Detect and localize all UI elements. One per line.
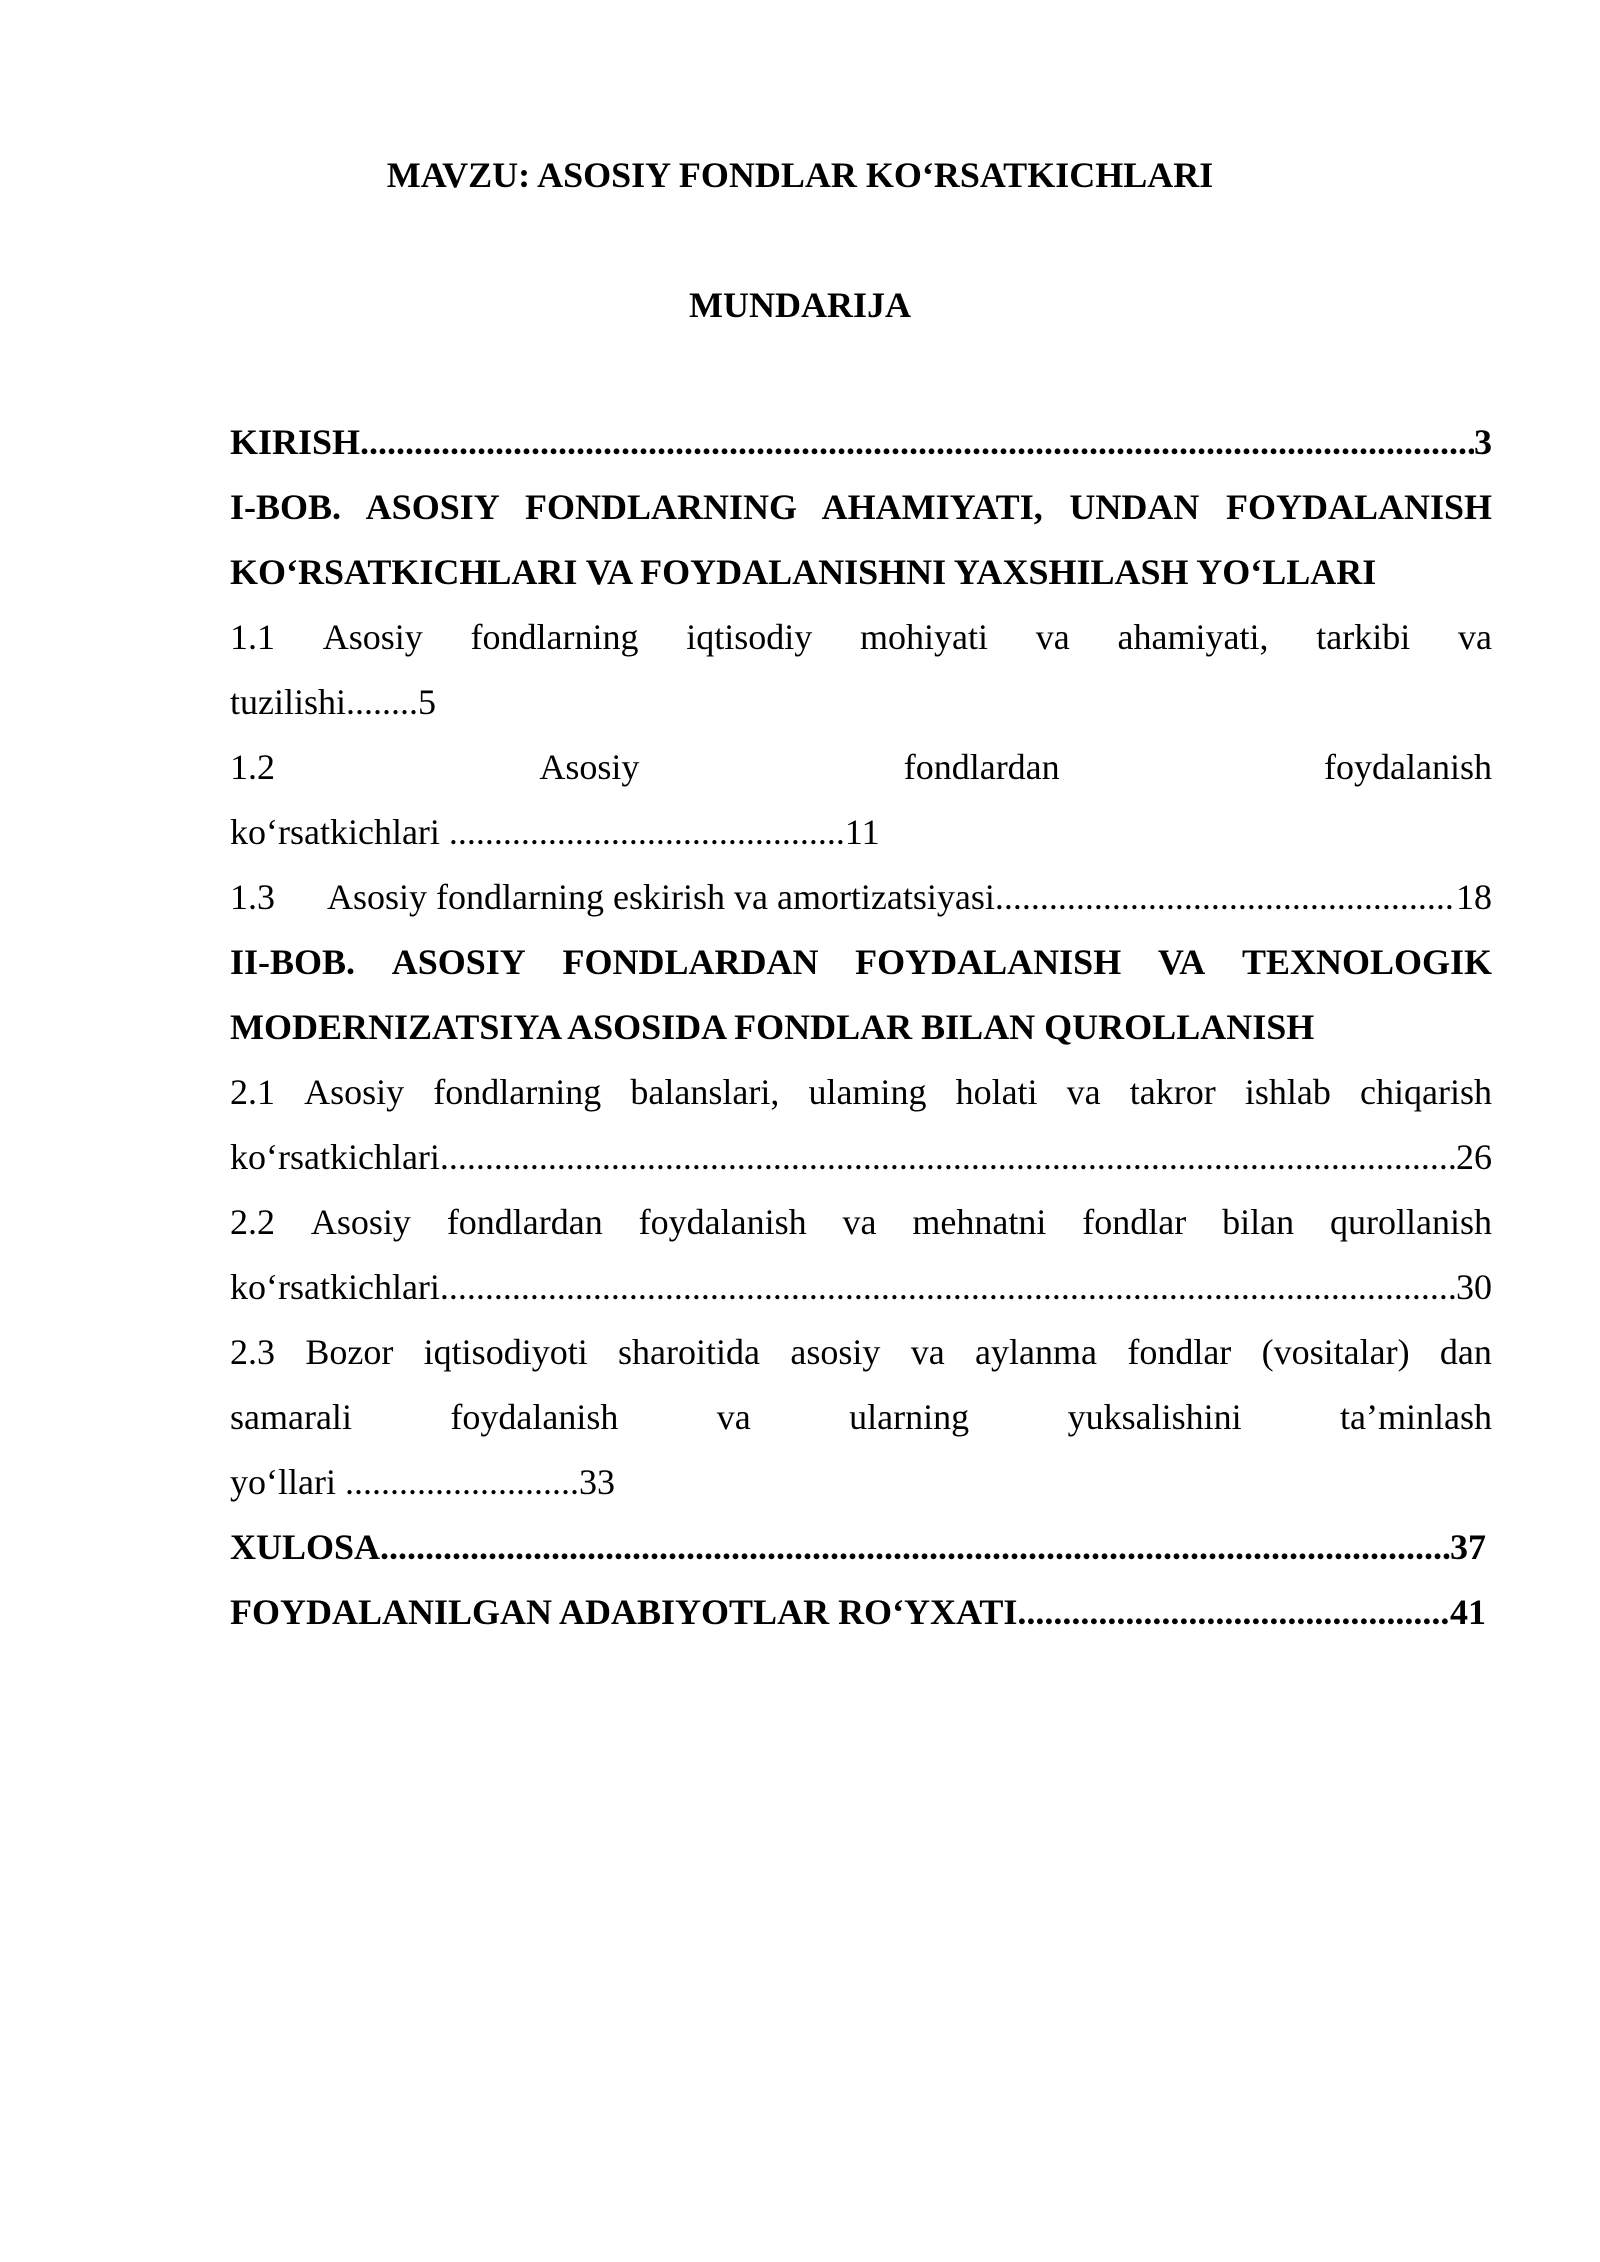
toc-entry-label: XULOSA bbox=[230, 1527, 381, 1567]
toc-page-number: 18 bbox=[1456, 877, 1492, 917]
toc-word: ta’minlash bbox=[1340, 1397, 1492, 1437]
toc-word: iqtisodiy bbox=[686, 617, 813, 657]
toc-word: va bbox=[716, 1397, 751, 1437]
toc-word: samarali bbox=[230, 1397, 352, 1437]
toc-section-2-1-line-1[interactable] bbox=[230, 1060, 1492, 1125]
toc-word: ishlab bbox=[1244, 1072, 1331, 1112]
toc-word: fondlar bbox=[1082, 1202, 1187, 1242]
toc-section-2-2-line-1[interactable] bbox=[230, 1190, 1492, 1255]
toc-leader-dots bbox=[440, 1255, 1456, 1320]
toc-entry-label: KIRISH bbox=[230, 422, 361, 462]
toc-entry-label: ko‘rsatkichlari bbox=[230, 1137, 440, 1177]
toc-leader-dots bbox=[1017, 1580, 1450, 1645]
toc-entry-label: 1.3 Asosiy fondlarning eskirish va amortizatsiyasi bbox=[230, 877, 995, 917]
toc-word: fondlarning bbox=[470, 617, 639, 657]
toc-word: fondlar bbox=[1127, 1332, 1232, 1372]
toc-section-2-3-line-3[interactable]: yo‘llari ..........................33 bbox=[230, 1462, 615, 1502]
table-of-contents bbox=[230, 410, 1492, 1645]
toc-word: 2.3 bbox=[230, 1332, 275, 1372]
toc-entry-kirish[interactable] bbox=[230, 410, 1492, 475]
toc-word: Asosiy bbox=[310, 1202, 411, 1242]
toc-chapter-2-line-1[interactable] bbox=[230, 930, 1492, 995]
toc-word: VA bbox=[1157, 942, 1206, 982]
toc-page-number: 3 bbox=[1474, 422, 1492, 462]
toc-word: foydalanish bbox=[1324, 747, 1492, 787]
toc-word: asosiy bbox=[790, 1332, 881, 1372]
toc-word: bilan bbox=[1222, 1202, 1295, 1242]
toc-section-1-1-line-1[interactable] bbox=[230, 605, 1492, 670]
toc-word: Asosiy bbox=[539, 747, 640, 787]
toc-chapter-1-line-2[interactable]: KO‘RSATKICHLARI VA FOYDALANISHNI YAXSHILASH YO‘LLARI bbox=[230, 552, 1377, 592]
toc-word: Bozor bbox=[305, 1332, 394, 1372]
toc-word: fondlarning bbox=[433, 1072, 602, 1112]
toc-section-1-2-line-2[interactable]: ko‘rsatkichlari ............................................11 bbox=[230, 812, 880, 852]
toc-chapter-2-line-2[interactable]: MODERNIZATSIYA ASOSIDA FONDLAR BILAN QUROLLANISH bbox=[230, 1007, 1315, 1047]
toc-word: qurollanish bbox=[1329, 1202, 1492, 1242]
toc-section-2-3-line-2[interactable] bbox=[230, 1385, 1492, 1450]
toc-word: ulaming bbox=[808, 1072, 927, 1112]
toc-word: TEXNOLOGIK bbox=[1241, 942, 1492, 982]
toc-word: iqtisodiyoti bbox=[423, 1332, 588, 1372]
toc-word: FOYDALANISH bbox=[855, 942, 1122, 982]
toc-page-number: 30 bbox=[1456, 1267, 1492, 1307]
toc-word: dan bbox=[1439, 1332, 1492, 1372]
toc-word: va bbox=[1457, 617, 1492, 657]
toc-word: ularning bbox=[849, 1397, 970, 1437]
toc-page-number: 41 bbox=[1450, 1592, 1486, 1632]
toc-word: sharoitida bbox=[618, 1332, 761, 1372]
toc-section-1-2-line-1[interactable] bbox=[230, 735, 1492, 800]
toc-word: takror bbox=[1129, 1072, 1216, 1112]
toc-word: FONDLARDAN bbox=[562, 942, 819, 982]
toc-word: chiqarish bbox=[1360, 1072, 1492, 1112]
toc-entry-label: FOYDALANILGAN ADABIYOTLAR RO‘YXATI bbox=[230, 1592, 1018, 1632]
toc-entry-adabiyotlar[interactable] bbox=[230, 1580, 1486, 1645]
toc-word: va bbox=[842, 1202, 877, 1242]
toc-section-2-3-line-1[interactable] bbox=[230, 1320, 1492, 1385]
toc-entry-xulosa[interactable] bbox=[230, 1515, 1486, 1580]
toc-word: va bbox=[910, 1332, 945, 1372]
toc-leader-dots bbox=[440, 1125, 1456, 1190]
toc-word: mohiyati bbox=[860, 617, 989, 657]
toc-heading: MUNDARIJA bbox=[689, 285, 911, 325]
toc-leader-dots bbox=[380, 1515, 1450, 1580]
toc-word: (vositalar) bbox=[1261, 1332, 1410, 1372]
toc-word: aylanma bbox=[975, 1332, 1097, 1372]
toc-word: foydalanish bbox=[450, 1397, 619, 1437]
toc-word: balanslari, bbox=[630, 1072, 780, 1112]
toc-word: 2.1 bbox=[230, 1072, 275, 1112]
toc-word: tarkibi bbox=[1316, 617, 1411, 657]
toc-word: fondlardan bbox=[446, 1202, 603, 1242]
toc-section-2-2-line-2[interactable] bbox=[230, 1255, 1492, 1320]
toc-word: fondlardan bbox=[903, 747, 1060, 787]
toc-leader-dots bbox=[995, 865, 1456, 930]
toc-word: 1.2 bbox=[230, 747, 275, 787]
toc-chapter-1-line-1[interactable]: I-BOB. ASOSIY FONDLARNING AHAMIYATI, UNDAN FOYDALANISH bbox=[230, 487, 1492, 527]
toc-word: Asosiy bbox=[304, 1072, 405, 1112]
toc-entry-label: ko‘rsatkichlari bbox=[230, 1267, 440, 1307]
toc-word: 2.2 bbox=[230, 1202, 275, 1242]
toc-word: yuksalishini bbox=[1067, 1397, 1242, 1437]
toc-section-2-1-line-2[interactable] bbox=[230, 1125, 1492, 1190]
toc-section-1-3[interactable] bbox=[230, 865, 1492, 930]
toc-word: holati bbox=[955, 1072, 1038, 1112]
toc-word: va bbox=[1035, 617, 1070, 657]
toc-word: II-BOB. bbox=[230, 942, 356, 982]
toc-page-number: 26 bbox=[1456, 1137, 1492, 1177]
toc-word: foydalanish bbox=[638, 1202, 807, 1242]
toc-page-number: 37 bbox=[1450, 1527, 1486, 1567]
toc-word: Asosiy bbox=[322, 617, 423, 657]
toc-word: 1.1 bbox=[230, 617, 275, 657]
toc-leader-dots bbox=[360, 410, 1474, 475]
toc-word: va bbox=[1066, 1072, 1101, 1112]
toc-section-1-1-line-2[interactable]: tuzilishi........5 bbox=[230, 682, 436, 722]
document-title: MAVZU: ASOSIY FONDLAR KO‘RSATKICHLARI bbox=[386, 155, 1214, 195]
toc-word: ASOSIY bbox=[391, 942, 526, 982]
toc-word: ahamiyati, bbox=[1117, 617, 1269, 657]
toc-word: mehnatni bbox=[912, 1202, 1047, 1242]
